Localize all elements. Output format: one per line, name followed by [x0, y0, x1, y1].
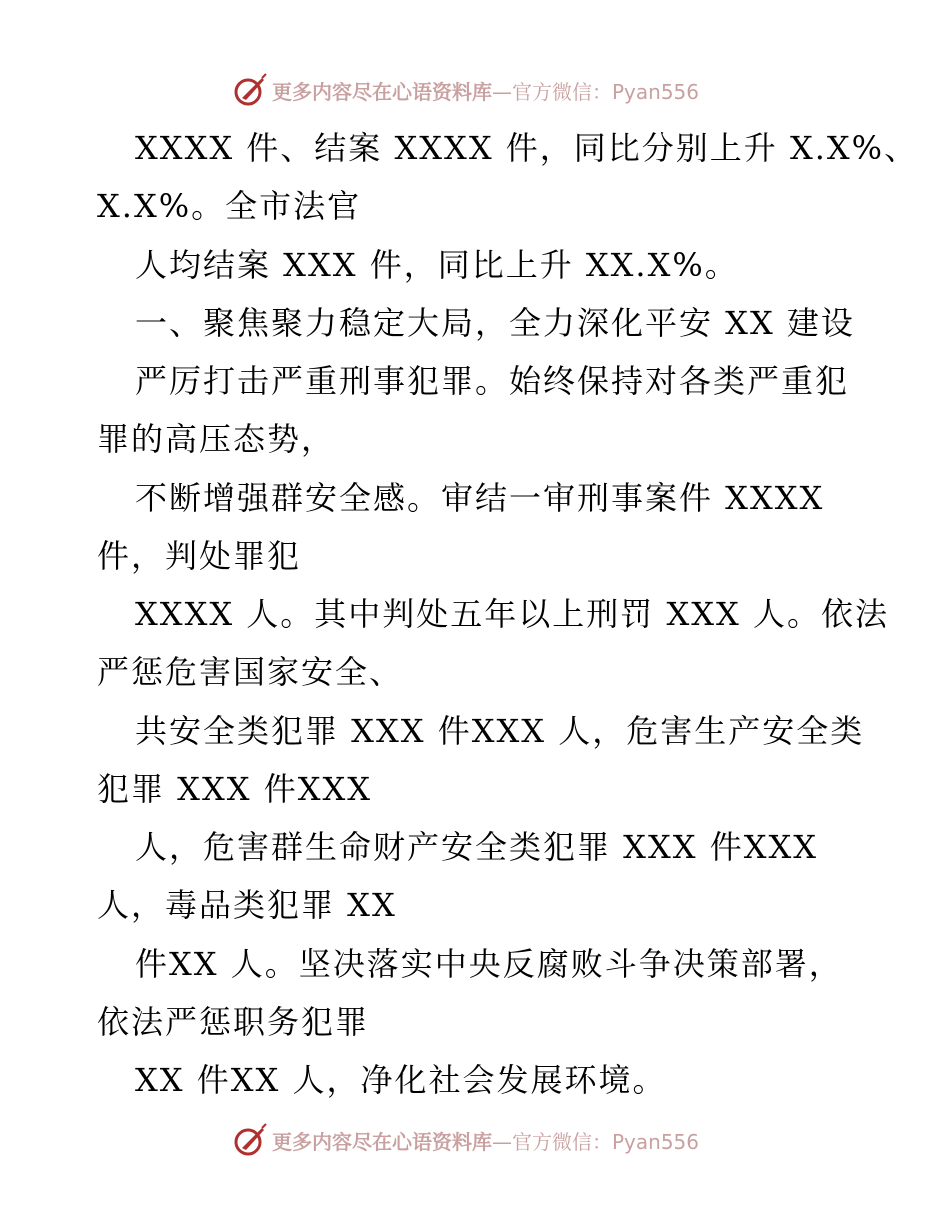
document-line: 人，危害群生命财产安全类犯罪 XXX 件XXX: [135, 828, 819, 866]
footer-separator: —: [492, 1129, 512, 1154]
footer-wechat-id: Pyan556: [612, 1129, 700, 1154]
document-line: 人均结案 XXX 件，同比上升 XX.X%。: [135, 246, 739, 284]
header-separator: —: [492, 79, 512, 104]
quill-logo-icon: [232, 72, 268, 108]
footer-banner: [232, 1120, 699, 1160]
document-line: 严惩危害国家安全、: [97, 653, 404, 691]
header-wechat-id: Pyan556: [612, 79, 700, 104]
document-line: 严厉打击严重刑事犯罪。始终保持对各类严重犯: [135, 362, 850, 400]
document-line: 罪的高压态势，: [97, 420, 336, 458]
footer-banner-text: [272, 1126, 699, 1155]
header-banner-text: [272, 76, 699, 105]
document-line: 犯罪 XXX 件XXX: [97, 770, 373, 808]
document-line: 人，毒品类犯罪 XX: [97, 886, 397, 924]
footer-brand-text: 更多内容尽在心语资料库: [272, 1129, 492, 1154]
document-line: X.X%。全市法官: [97, 187, 362, 225]
document-line: 件，判处罪犯: [97, 537, 302, 575]
header-banner: [232, 70, 699, 110]
document-line: 一、聚焦聚力稳定大局，全力深化平安 XX 建设: [135, 304, 855, 342]
footer-official-text: 官方微信：: [512, 1129, 612, 1154]
document-line: XXXX 件、结案 XXXX 件，同比分别上升 X.X%、: [135, 129, 919, 167]
document-line: XX 件XX 人，净化社会发展环境。: [135, 1061, 667, 1099]
document-line: 依法严惩职务犯罪: [97, 1003, 370, 1041]
header-official-text: 官方微信：: [512, 79, 612, 104]
quill-logo-icon: [232, 1122, 268, 1158]
document-line: 共安全类犯罪 XXX 件XXX 人，危害生产安全类: [135, 712, 865, 750]
document-line: XXXX 人。其中判处五年以上刑罚 XXX 人。依法: [135, 595, 889, 633]
document-line: 件XX 人。坚决落实中央反腐败斗争决策部署，: [135, 945, 843, 983]
document-line: 不断增强群安全感。审结一审刑事案件 XXXX: [135, 479, 825, 517]
header-brand-text: 更多内容尽在心语资料库: [272, 79, 492, 104]
